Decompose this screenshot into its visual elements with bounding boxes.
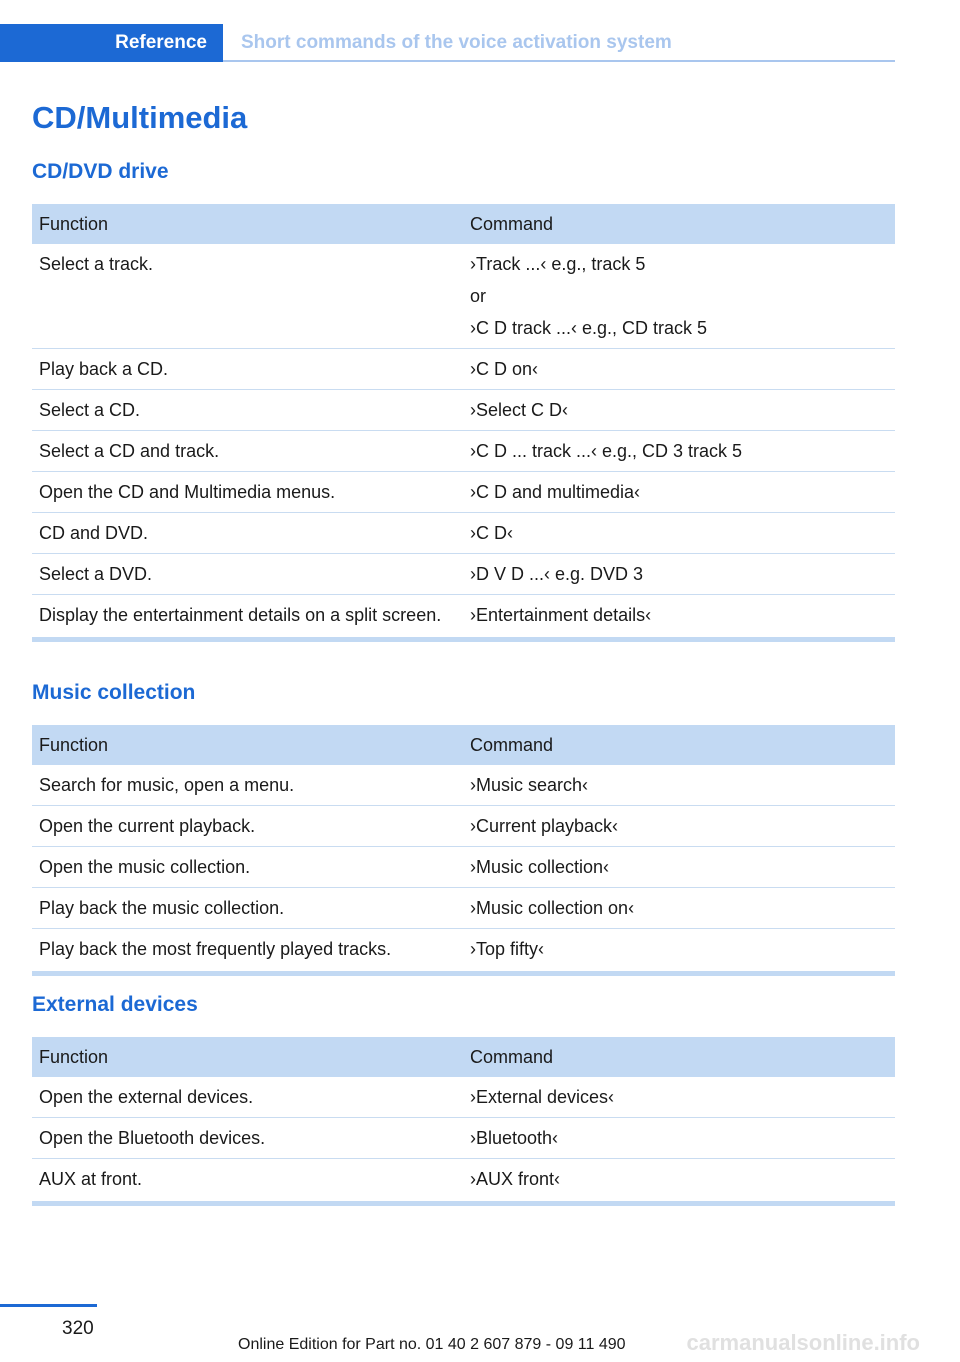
section-heading-external-devices: External devices [32,993,198,1016]
table-music-collection [32,725,895,976]
function-cell: Select a DVD. [32,554,463,595]
command-line: ›C D ... track ...‹ e.g., CD 3 track 5 [470,441,743,461]
table-header-row [32,1037,895,1077]
command-line: ›C D and multimedia‹ [470,482,641,502]
column-header-function: Function [32,204,463,244]
function-cell: Select a track. [32,244,463,349]
command-cell [463,1118,895,1159]
command-line: ›AUX front‹ [470,1169,561,1189]
section-heading-music-collection: Music collection [32,681,196,704]
section-tab: Reference [0,24,223,62]
table-row [32,806,895,847]
table-row [32,244,895,349]
function-cell: Select a CD and track. [32,431,463,472]
command-line: or [470,286,487,306]
column-header-function: Function [32,1037,463,1077]
table-cd-dvd [32,204,895,642]
function-cell: Play back the music collection. [32,888,463,929]
table-row [32,431,895,472]
command-cell [463,349,895,390]
command-line: ›Track ...‹ e.g., track 5 [470,254,646,274]
function-cell: Play back a CD. [32,349,463,390]
function-cell: Search for music, open a menu. [32,765,463,806]
column-header-command: Command [463,725,895,765]
table-row [32,472,895,513]
table-row [32,847,895,888]
watermark: carmanualsonline.info [686,1330,920,1355]
table-row [32,888,895,929]
page-header [0,24,895,62]
command-cell [463,888,895,929]
command-line: ›D V D ...‹ e.g. DVD 3 [470,564,644,584]
function-cell: Open the current playback. [32,806,463,847]
page-title: CD/Multimedia [32,100,248,135]
command-cell [463,765,895,806]
edition-note: Online Edition for Part no. 01 40 2 607 879 - 09 11 490 [238,1336,626,1353]
function-cell: Open the external devices. [32,1077,463,1118]
table-external-devices [32,1037,895,1206]
section-heading-cd-dvd: CD/DVD drive [32,160,169,183]
column-header-function: Function [32,725,463,765]
footer-rule [0,1304,97,1307]
command-cell [463,806,895,847]
command-line: ›External devices‹ [470,1087,615,1107]
command-line: ›Current playback‹ [470,816,619,836]
command-line: ›Music collection on‹ [470,898,635,918]
command-line: ›C D‹ [470,523,513,543]
function-cell: Open the Bluetooth devices. [32,1118,463,1159]
function-cell: AUX at front. [32,1159,463,1204]
table-header-row [32,204,895,244]
page-number: 320 [62,1318,94,1339]
command-cell [463,390,895,431]
function-cell: Play back the most frequently played tracks. [32,929,463,974]
table-row [32,595,895,640]
command-cell [463,847,895,888]
command-cell [463,513,895,554]
command-line: ›Select C D‹ [470,400,569,420]
command-line: ›C D track ...‹ e.g., CD track 5 [470,318,708,338]
function-cell: Select a CD. [32,390,463,431]
command-cell [463,244,895,349]
function-cell: Open the CD and Multimedia menus. [32,472,463,513]
table-row [32,513,895,554]
table-row [32,765,895,806]
command-cell [463,1077,895,1118]
command-cell [463,595,895,640]
command-cell [463,554,895,595]
command-cell [463,472,895,513]
function-cell: Open the music collection. [32,847,463,888]
table-row [32,1118,895,1159]
command-cell [463,929,895,974]
function-cell: Display the entertainment details on a split screen. [32,595,463,640]
command-cell [463,1159,895,1204]
column-header-command: Command [463,204,895,244]
header-rule [223,60,895,62]
command-line: ›Bluetooth‹ [470,1128,559,1148]
table-row [32,390,895,431]
table-row [32,929,895,974]
command-line: ›Music search‹ [470,775,589,795]
command-line: ›Entertainment details‹ [470,605,652,625]
command-line: ›Music collection‹ [470,857,610,877]
table-row [32,349,895,390]
table-header-row [32,725,895,765]
command-line: ›Top fifty‹ [470,939,545,959]
function-cell: CD and DVD. [32,513,463,554]
table-row [32,554,895,595]
command-line: ›C D on‹ [470,359,539,379]
breadcrumb: Short commands of the voice activation system [241,32,672,53]
column-header-command: Command [463,1037,895,1077]
command-cell [463,431,895,472]
table-row [32,1077,895,1118]
table-row [32,1159,895,1204]
